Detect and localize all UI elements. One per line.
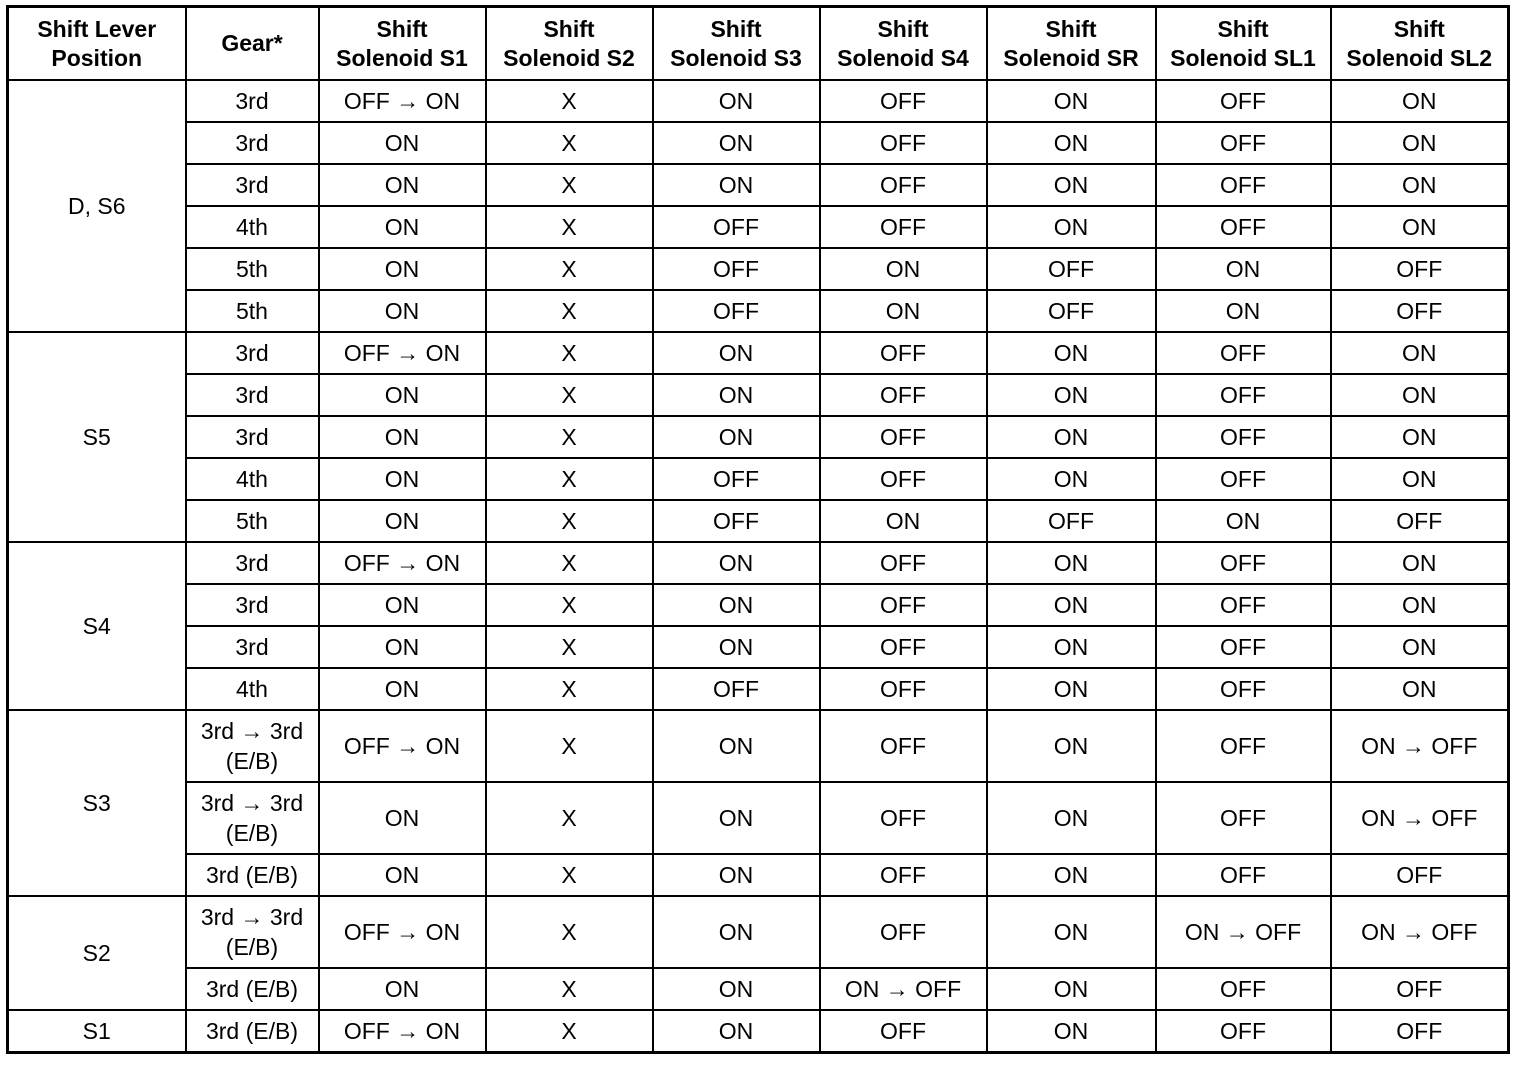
solenoid-sr-cell: ON bbox=[987, 782, 1156, 854]
solenoid-s3-cell: ON bbox=[653, 416, 820, 458]
solenoid-sr-cell: OFF bbox=[987, 500, 1156, 542]
solenoid-sl2-cell: ON bbox=[1331, 206, 1509, 248]
gear-cell bbox=[186, 248, 319, 290]
solenoid-s4-cell: OFF bbox=[820, 854, 987, 896]
solenoid-s2-cell: X bbox=[486, 290, 653, 332]
solenoid-s2-cell: X bbox=[486, 854, 653, 896]
gear-line: 3rd bbox=[235, 424, 269, 450]
solenoid-sl2-cell: ON bbox=[1331, 80, 1509, 122]
solenoid-s4-cell: OFF bbox=[820, 332, 987, 374]
solenoid-s2-cell: X bbox=[486, 782, 653, 854]
solenoid-sr-cell: ON bbox=[987, 668, 1156, 710]
solenoid-s1-cell: OFF → ON bbox=[319, 332, 486, 374]
gear-line: 5th bbox=[236, 298, 268, 324]
solenoid-sl1-cell: ON bbox=[1156, 248, 1331, 290]
gear-cell bbox=[186, 1010, 319, 1053]
solenoid-s2-cell: X bbox=[486, 206, 653, 248]
gear-cell bbox=[186, 500, 319, 542]
solenoid-s2-cell: X bbox=[486, 248, 653, 290]
solenoid-s4-cell: OFF bbox=[820, 668, 987, 710]
table-row bbox=[8, 458, 1509, 500]
solenoid-sl1-cell: OFF bbox=[1156, 458, 1331, 500]
solenoid-sl1-cell: OFF bbox=[1156, 668, 1331, 710]
gear-line: 5th bbox=[236, 256, 268, 282]
column-header-gear bbox=[186, 7, 319, 81]
solenoid-s4-cell: OFF bbox=[820, 542, 987, 584]
table-row bbox=[8, 122, 1509, 164]
solenoid-sl2-cell: ON bbox=[1331, 374, 1509, 416]
column-header-sl2 bbox=[1331, 7, 1509, 81]
gear-line: 4th bbox=[236, 466, 268, 492]
solenoid-s4-cell: OFF bbox=[820, 584, 987, 626]
solenoid-s3-cell: ON bbox=[653, 1010, 820, 1053]
solenoid-s1-cell: ON bbox=[319, 500, 486, 542]
column-header-line: Position bbox=[51, 44, 143, 71]
gear-cell bbox=[186, 164, 319, 206]
solenoid-s4-cell: OFF bbox=[820, 626, 987, 668]
table-row bbox=[8, 80, 1509, 122]
table-body bbox=[8, 80, 1509, 1053]
column-header-line: Shift bbox=[710, 15, 762, 42]
solenoid-s1-cell: ON bbox=[319, 374, 486, 416]
solenoid-s1-cell: OFF → ON bbox=[319, 710, 486, 782]
solenoid-s1-cell: ON bbox=[319, 782, 486, 854]
gear-line: 3rd bbox=[235, 550, 269, 576]
solenoid-s2-cell: X bbox=[486, 968, 653, 1010]
solenoid-sl2-cell: OFF bbox=[1331, 500, 1509, 542]
gear-cell bbox=[186, 854, 319, 896]
gear-cell bbox=[186, 80, 319, 122]
table-row bbox=[8, 626, 1509, 668]
gear-line: 3rd (E/B) bbox=[205, 976, 299, 1002]
solenoid-sl1-cell: OFF bbox=[1156, 626, 1331, 668]
gear-cell bbox=[186, 782, 319, 854]
gear-line: 3rd bbox=[235, 88, 269, 114]
table-row bbox=[8, 542, 1509, 584]
solenoid-s3-cell: ON bbox=[653, 854, 820, 896]
column-header-sr bbox=[987, 7, 1156, 81]
solenoid-s3-cell: OFF bbox=[653, 206, 820, 248]
solenoid-s2-cell: X bbox=[486, 896, 653, 968]
gear-cell bbox=[186, 458, 319, 500]
solenoid-s3-cell: OFF bbox=[653, 668, 820, 710]
solenoid-sl2-cell: ON bbox=[1331, 416, 1509, 458]
solenoid-s2-cell: X bbox=[486, 668, 653, 710]
solenoid-sl2-cell: ON bbox=[1331, 542, 1509, 584]
gear-cell bbox=[186, 710, 319, 782]
table-row bbox=[8, 416, 1509, 458]
solenoid-s4-cell: OFF bbox=[820, 416, 987, 458]
table-row bbox=[8, 968, 1509, 1010]
column-header-line: Solenoid S4 bbox=[837, 44, 969, 71]
solenoid-sl2-cell: ON → OFF bbox=[1331, 782, 1509, 854]
solenoid-s1-cell: OFF → ON bbox=[319, 542, 486, 584]
solenoid-s4-cell: ON bbox=[820, 290, 987, 332]
solenoid-s2-cell: X bbox=[486, 164, 653, 206]
table-row bbox=[8, 710, 1509, 782]
solenoid-s1-cell: ON bbox=[319, 584, 486, 626]
solenoid-sl1-cell: OFF bbox=[1156, 782, 1331, 854]
solenoid-s3-cell: OFF bbox=[653, 248, 820, 290]
gear-cell bbox=[186, 626, 319, 668]
solenoid-s3-cell: ON bbox=[653, 968, 820, 1010]
solenoid-sl1-cell: ON bbox=[1156, 500, 1331, 542]
gear-line: (E/B) bbox=[225, 748, 279, 774]
table-row bbox=[8, 164, 1509, 206]
solenoid-s3-cell: ON bbox=[653, 332, 820, 374]
column-header-line: Solenoid SL2 bbox=[1346, 44, 1493, 71]
column-header-s2 bbox=[486, 7, 653, 81]
gear-line: 3rd bbox=[235, 382, 269, 408]
table-row bbox=[8, 332, 1509, 374]
solenoid-sr-cell: ON bbox=[987, 122, 1156, 164]
solenoid-s2-cell: X bbox=[486, 710, 653, 782]
solenoid-sl1-cell: ON bbox=[1156, 290, 1331, 332]
solenoid-sl1-cell: OFF bbox=[1156, 416, 1331, 458]
gear-line: (E/B) bbox=[225, 934, 279, 960]
solenoid-sr-cell: ON bbox=[987, 854, 1156, 896]
solenoid-sr-cell: ON bbox=[987, 584, 1156, 626]
solenoid-sl1-cell: OFF bbox=[1156, 80, 1331, 122]
solenoid-s3-cell: OFF bbox=[653, 500, 820, 542]
column-header-line: Solenoid S2 bbox=[503, 44, 635, 71]
solenoid-sr-cell: OFF bbox=[987, 248, 1156, 290]
column-header-position bbox=[8, 7, 186, 81]
column-header-line: Shift bbox=[543, 15, 595, 42]
shift-lever-position-cell: D, S6 bbox=[8, 80, 186, 332]
table-row bbox=[8, 374, 1509, 416]
solenoid-s2-cell: X bbox=[486, 626, 653, 668]
solenoid-s4-cell: OFF bbox=[820, 80, 987, 122]
gear-cell bbox=[186, 896, 319, 968]
solenoid-sr-cell: ON bbox=[987, 332, 1156, 374]
gear-line: 3rd (E/B) bbox=[205, 862, 299, 888]
solenoid-s3-cell: ON bbox=[653, 542, 820, 584]
solenoid-s1-cell: OFF → ON bbox=[319, 80, 486, 122]
solenoid-sl2-cell: ON bbox=[1331, 332, 1509, 374]
column-header-line: Gear* bbox=[221, 30, 283, 56]
solenoid-sl2-cell: OFF bbox=[1331, 1010, 1509, 1053]
solenoid-s1-cell: ON bbox=[319, 968, 486, 1010]
solenoid-s3-cell: ON bbox=[653, 626, 820, 668]
table-header-row bbox=[8, 7, 1509, 81]
table-row bbox=[8, 668, 1509, 710]
table-row bbox=[8, 782, 1509, 854]
solenoid-s1-cell: ON bbox=[319, 626, 486, 668]
column-header-s1 bbox=[319, 7, 486, 81]
solenoid-s3-cell: ON bbox=[653, 374, 820, 416]
solenoid-sr-cell: ON bbox=[987, 458, 1156, 500]
gear-line: 4th bbox=[236, 214, 268, 240]
solenoid-s3-cell: ON bbox=[653, 80, 820, 122]
solenoid-s3-cell: OFF bbox=[653, 458, 820, 500]
gear-line: 5th bbox=[236, 508, 268, 534]
solenoid-s2-cell: X bbox=[486, 584, 653, 626]
gear-cell bbox=[186, 668, 319, 710]
table-row bbox=[8, 854, 1509, 896]
solenoid-s4-cell: OFF bbox=[820, 710, 987, 782]
solenoid-sl1-cell: OFF bbox=[1156, 122, 1331, 164]
solenoid-sr-cell: ON bbox=[987, 626, 1156, 668]
solenoid-s2-cell: X bbox=[486, 80, 653, 122]
gear-cell bbox=[186, 290, 319, 332]
shift-lever-position-cell: S3 bbox=[8, 710, 186, 896]
table-row bbox=[8, 290, 1509, 332]
solenoid-s1-cell: ON bbox=[319, 668, 486, 710]
solenoid-s2-cell: X bbox=[486, 500, 653, 542]
gear-line: 3rd → 3rd bbox=[200, 718, 304, 744]
solenoid-s1-cell: ON bbox=[319, 164, 486, 206]
table-row bbox=[8, 206, 1509, 248]
column-header-line: Shift bbox=[877, 15, 929, 42]
solenoid-s3-cell: ON bbox=[653, 122, 820, 164]
column-header-line: Shift bbox=[1217, 15, 1269, 42]
gear-line: 3rd bbox=[235, 634, 269, 660]
solenoid-sr-cell: ON bbox=[987, 206, 1156, 248]
solenoid-s1-cell: ON bbox=[319, 248, 486, 290]
column-header-line: Solenoid SR bbox=[1003, 44, 1139, 71]
solenoid-sl2-cell: ON → OFF bbox=[1331, 710, 1509, 782]
table-row bbox=[8, 248, 1509, 290]
column-header-line: Shift bbox=[376, 15, 428, 42]
solenoid-sl1-cell: ON → OFF bbox=[1156, 896, 1331, 968]
solenoid-s4-cell: OFF bbox=[820, 122, 987, 164]
solenoid-s3-cell: ON bbox=[653, 782, 820, 854]
solenoid-s3-cell: ON bbox=[653, 584, 820, 626]
solenoid-sl2-cell: OFF bbox=[1331, 248, 1509, 290]
gear-line: 3rd bbox=[235, 172, 269, 198]
solenoid-sl1-cell: OFF bbox=[1156, 542, 1331, 584]
gear-cell bbox=[186, 968, 319, 1010]
solenoid-sr-cell: OFF bbox=[987, 290, 1156, 332]
solenoid-s2-cell: X bbox=[486, 1010, 653, 1053]
solenoid-s4-cell: ON → OFF bbox=[820, 968, 987, 1010]
solenoid-sl1-cell: OFF bbox=[1156, 206, 1331, 248]
shift-lever-position-cell: S1 bbox=[8, 1010, 186, 1053]
solenoid-sl2-cell: OFF bbox=[1331, 290, 1509, 332]
solenoid-sl1-cell: OFF bbox=[1156, 164, 1331, 206]
solenoid-sl2-cell: ON bbox=[1331, 668, 1509, 710]
solenoid-s3-cell: ON bbox=[653, 164, 820, 206]
gear-line: 3rd bbox=[235, 130, 269, 156]
solenoid-s1-cell: ON bbox=[319, 290, 486, 332]
solenoid-sl2-cell: ON bbox=[1331, 626, 1509, 668]
solenoid-s4-cell: OFF bbox=[820, 458, 987, 500]
solenoid-s3-cell: ON bbox=[653, 710, 820, 782]
solenoid-s4-cell: OFF bbox=[820, 1010, 987, 1053]
solenoid-sl1-cell: OFF bbox=[1156, 584, 1331, 626]
solenoid-sl2-cell: ON bbox=[1331, 584, 1509, 626]
solenoid-s1-cell: ON bbox=[319, 206, 486, 248]
gear-line: 4th bbox=[236, 676, 268, 702]
solenoid-s3-cell: ON bbox=[653, 896, 820, 968]
solenoid-sr-cell: ON bbox=[987, 542, 1156, 584]
solenoid-s4-cell: OFF bbox=[820, 782, 987, 854]
solenoid-sr-cell: ON bbox=[987, 968, 1156, 1010]
solenoid-s4-cell: OFF bbox=[820, 374, 987, 416]
solenoid-sr-cell: ON bbox=[987, 1010, 1156, 1053]
gear-cell bbox=[186, 374, 319, 416]
solenoid-sl2-cell: ON bbox=[1331, 122, 1509, 164]
solenoid-s2-cell: X bbox=[486, 416, 653, 458]
shift-lever-position-cell: S5 bbox=[8, 332, 186, 542]
solenoid-s1-cell: OFF → ON bbox=[319, 1010, 486, 1053]
column-header-line: Solenoid SL1 bbox=[1170, 44, 1316, 71]
solenoid-s2-cell: X bbox=[486, 542, 653, 584]
gear-line: 3rd bbox=[235, 340, 269, 366]
solenoid-sl1-cell: OFF bbox=[1156, 854, 1331, 896]
solenoid-s1-cell: ON bbox=[319, 416, 486, 458]
gear-cell bbox=[186, 416, 319, 458]
solenoid-s4-cell: OFF bbox=[820, 206, 987, 248]
column-header-line: Shift Lever bbox=[37, 15, 157, 42]
column-header-line: Shift bbox=[1045, 15, 1097, 42]
gear-line: 3rd (E/B) bbox=[205, 1018, 299, 1044]
solenoid-s4-cell: OFF bbox=[820, 164, 987, 206]
solenoid-sl1-cell: OFF bbox=[1156, 968, 1331, 1010]
solenoid-sl1-cell: OFF bbox=[1156, 1010, 1331, 1053]
solenoid-s2-cell: X bbox=[486, 332, 653, 374]
solenoid-sr-cell: ON bbox=[987, 374, 1156, 416]
solenoid-operation-table bbox=[6, 5, 1510, 1054]
solenoid-sl2-cell: ON bbox=[1331, 164, 1509, 206]
table-row bbox=[8, 500, 1509, 542]
table-row bbox=[8, 1010, 1509, 1053]
solenoid-s2-cell: X bbox=[486, 122, 653, 164]
solenoid-s2-cell: X bbox=[486, 458, 653, 500]
column-header-line: Solenoid S1 bbox=[336, 44, 468, 71]
gear-cell bbox=[186, 122, 319, 164]
solenoid-sl1-cell: OFF bbox=[1156, 374, 1331, 416]
solenoid-sl2-cell: ON bbox=[1331, 458, 1509, 500]
solenoid-s4-cell: ON bbox=[820, 500, 987, 542]
solenoid-s4-cell: ON bbox=[820, 248, 987, 290]
solenoid-sl1-cell: OFF bbox=[1156, 332, 1331, 374]
solenoid-s4-cell: OFF bbox=[820, 896, 987, 968]
gear-cell bbox=[186, 584, 319, 626]
solenoid-s1-cell: ON bbox=[319, 854, 486, 896]
column-header-line: Shift bbox=[1393, 15, 1445, 42]
solenoid-s3-cell: OFF bbox=[653, 290, 820, 332]
table-row bbox=[8, 896, 1509, 968]
solenoid-sl2-cell: OFF bbox=[1331, 854, 1509, 896]
shift-lever-position-cell: S4 bbox=[8, 542, 186, 710]
gear-line: 3rd bbox=[235, 592, 269, 618]
gear-cell bbox=[186, 206, 319, 248]
solenoid-sr-cell: ON bbox=[987, 416, 1156, 458]
solenoid-sr-cell: ON bbox=[987, 710, 1156, 782]
solenoid-sr-cell: ON bbox=[987, 164, 1156, 206]
solenoid-sl2-cell: OFF bbox=[1331, 968, 1509, 1010]
solenoid-sr-cell: ON bbox=[987, 896, 1156, 968]
column-header-line: Solenoid S3 bbox=[670, 44, 802, 71]
solenoid-s1-cell: ON bbox=[319, 458, 486, 500]
solenoid-s1-cell: ON bbox=[319, 122, 486, 164]
shift-lever-position-cell: S2 bbox=[8, 896, 186, 1010]
solenoid-sr-cell: ON bbox=[987, 80, 1156, 122]
solenoid-sl2-cell: ON → OFF bbox=[1331, 896, 1509, 968]
gear-cell bbox=[186, 542, 319, 584]
solenoid-sl1-cell: OFF bbox=[1156, 710, 1331, 782]
gear-line: 3rd → 3rd bbox=[200, 904, 304, 930]
column-header-s3 bbox=[653, 7, 820, 81]
gear-cell bbox=[186, 332, 319, 374]
table-row bbox=[8, 584, 1509, 626]
solenoid-s1-cell: OFF → ON bbox=[319, 896, 486, 968]
gear-line: 3rd → 3rd bbox=[200, 790, 304, 816]
column-header-sl1 bbox=[1156, 7, 1331, 81]
column-header-s4 bbox=[820, 7, 987, 81]
gear-line: (E/B) bbox=[225, 820, 279, 846]
solenoid-s2-cell: X bbox=[486, 374, 653, 416]
